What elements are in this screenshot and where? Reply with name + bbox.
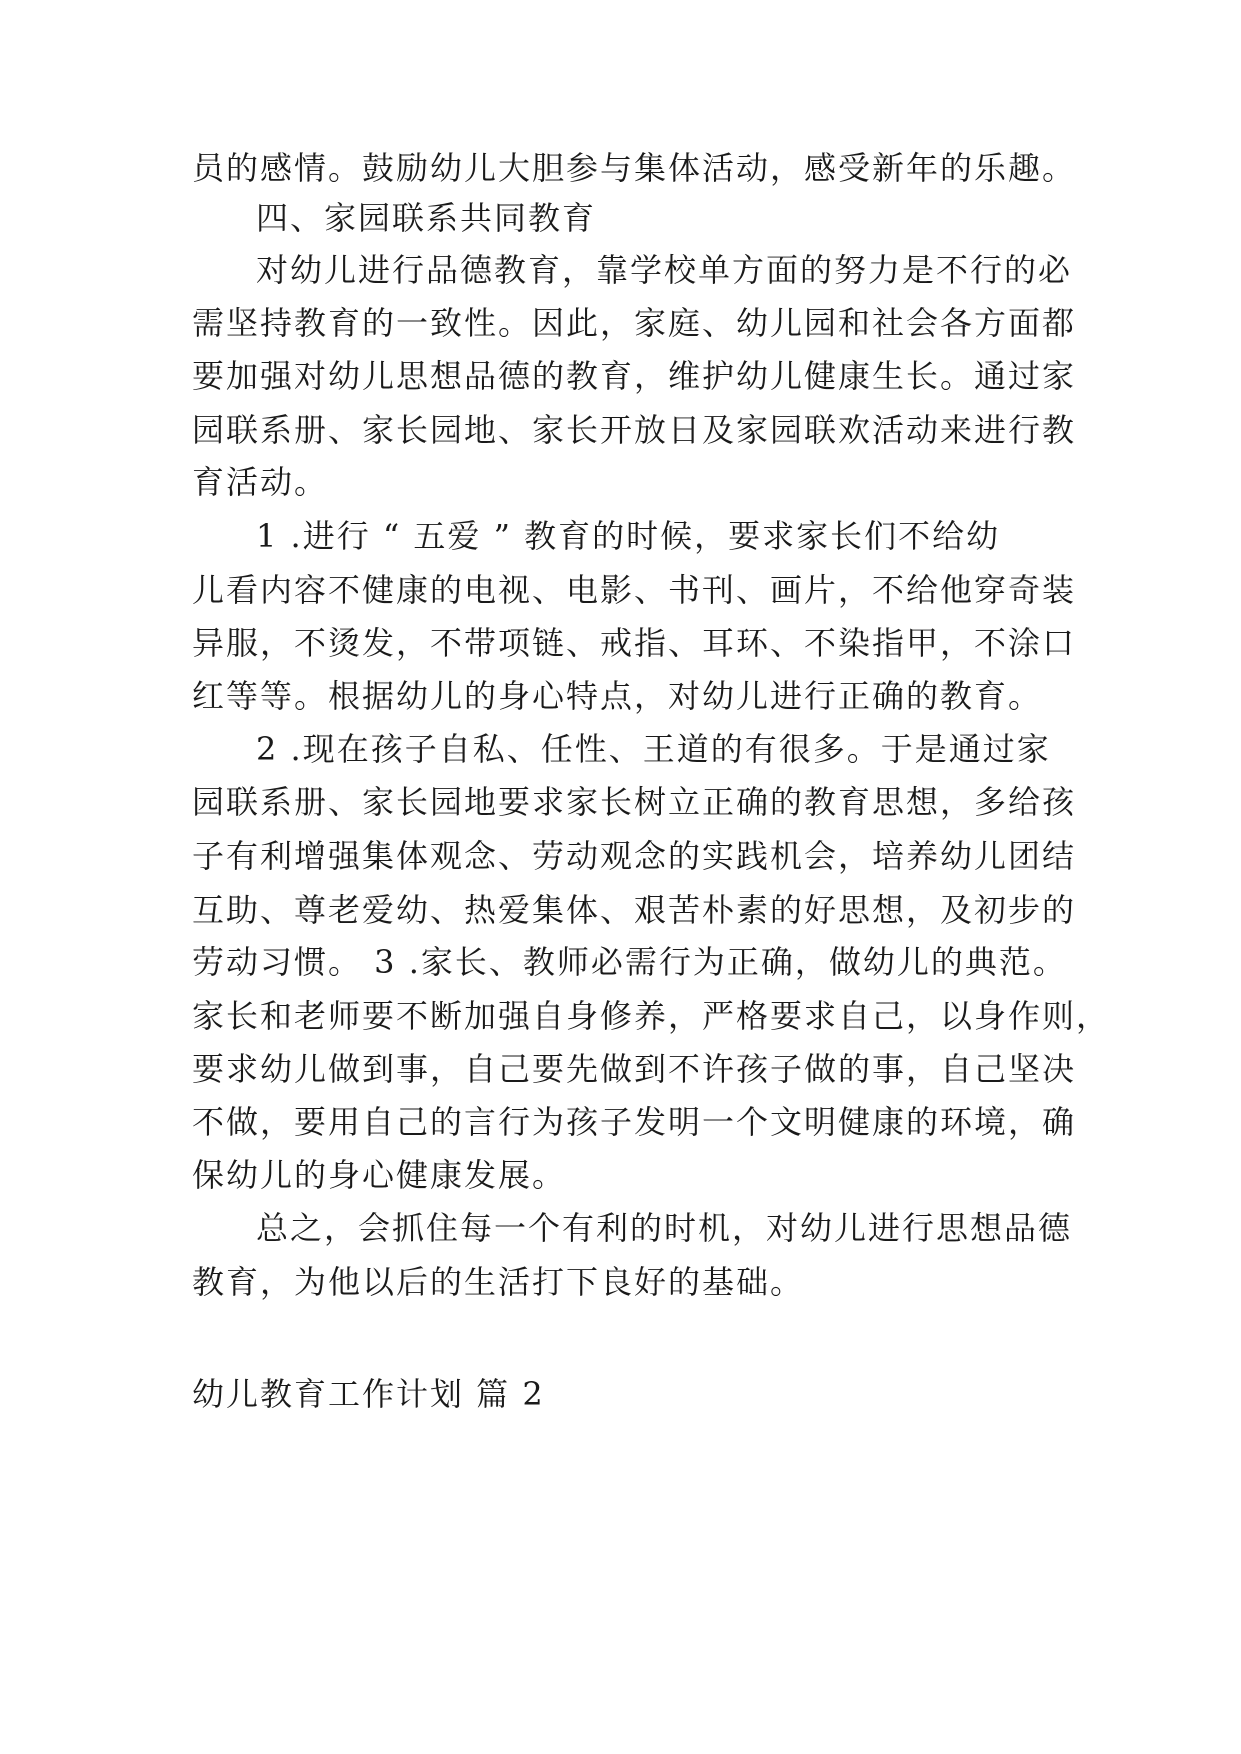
paragraph-line: 家长和老师要不断加强自身修养，严格要求自己，以身作则， bbox=[192, 997, 1111, 1035]
paragraph-line: 育活动。 bbox=[192, 463, 329, 501]
paragraph-line: 需坚持教育的一致性。因此，家庭、幼儿园和社会各方面都 bbox=[192, 304, 1077, 342]
paragraph-line: 总之，会抓住每一个有利的时机，对幼儿进行思想品德 bbox=[256, 1209, 1073, 1247]
paragraph-line: 不做，要用自己的言行为孩子发明一个文明健康的环境，确 bbox=[192, 1103, 1077, 1141]
paragraph-line: 保幼儿的身心健康发展。 bbox=[192, 1156, 567, 1194]
paragraph-line: 2 .现在孩子自私、任性、王道的有很多。于是通过家 bbox=[256, 730, 1051, 768]
article-title: 幼儿教育工作计划 篇 2 bbox=[192, 1375, 545, 1413]
paragraph-line: 1 .进行 “ 五爱 ” 教育的时候，要求家长们不给幼 bbox=[256, 517, 1001, 555]
paragraph-line: 要加强对幼儿思想品德的教育，维护幼儿健康生长。通过家 bbox=[192, 357, 1077, 395]
paragraph-line: 园联系册、家长园地、家长开放日及家园联欢活动来进行教 bbox=[192, 411, 1077, 449]
paragraph-line: 要求幼儿做到事，自己要先做到不许孩子做的事，自己坚决 bbox=[192, 1050, 1077, 1088]
paragraph-line: 对幼儿进行品德教育，靠学校单方面的努力是不行的必 bbox=[256, 251, 1073, 289]
paragraph-line: 教育，为他以后的生活打下良好的基础。 bbox=[192, 1263, 805, 1301]
paragraph-line: 异服，不烫发，不带项链、戒指、耳环、不染指甲，不涂口 bbox=[192, 624, 1077, 662]
section-heading: 四、家园联系共同教育 bbox=[256, 199, 597, 237]
paragraph-line: 员的感情。鼓励幼儿大胆参与集体活动，感受新年的乐趣。 bbox=[192, 149, 1077, 187]
paragraph-line: 儿看内容不健康的电视、电影、书刊、画片，不给他穿奇装 bbox=[192, 571, 1077, 609]
paragraph-line: 劳动习惯。 3 .家长、教师必需行为正确，做幼儿的典范。 bbox=[192, 943, 1067, 981]
paragraph-line: 园联系册、家长园地要求家长树立正确的教育思想，多给孩 bbox=[192, 783, 1077, 821]
paragraph-line: 红等等。根据幼儿的身心特点，对幼儿进行正确的教育。 bbox=[192, 677, 1043, 715]
paragraph-line: 子有利增强集体观念、劳动观念的实践机会，培养幼儿团结 bbox=[192, 837, 1077, 875]
paragraph-line: 互助、尊老爱幼、热爱集体、艰苦朴素的好思想，及初步的 bbox=[192, 891, 1077, 929]
